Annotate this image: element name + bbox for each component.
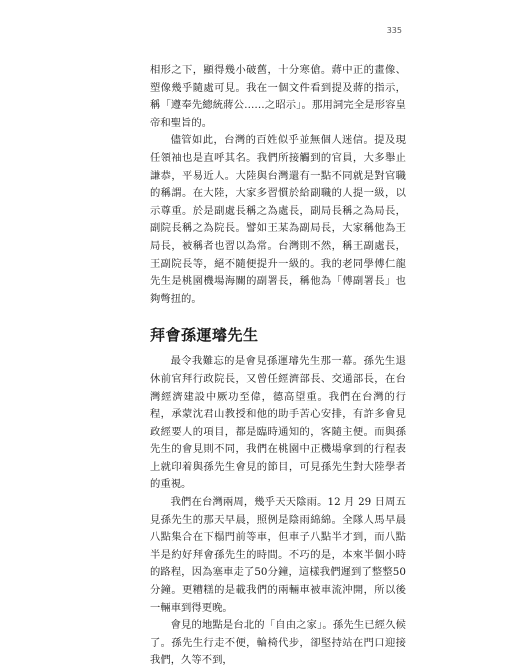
page-number: 335 [386,26,402,35]
paragraph: 最令我難忘的是會見孫運璿先生那一幕。孫先生退休前官拜行政院長，又曾任經濟部長、交通部長，在台灣經濟建設中厥功至偉，德高望重。我們在台灣的行程，承蒙沈君山教授和他的助手苦心安排，有許多會見政經要人的項目，都是臨時通知的，客隨主便。而與孫先生的會見則不同，我們在桃園中正機場拿到的行程表上就印着與孫先生會見的節目，可見孫先生對大陸學者的重視。 [150,355,406,491]
paragraph: 相形之下，顯得幾小破舊，十分寒傖。蔣中正的畫像、塑像幾乎隨處可見。我在一個文件看到提及蔣的指示，稱「遵奉先總統蔣公……之昭示」。那用詞完全是形容皇帝和聖旨的。 [150,64,406,129]
page-content [150,62,406,670]
paragraph: 我們在台灣兩周，幾乎天天陰雨。12 月 29 日周五見孫先生的那天早晨，照例是陰雨綿綿。全隊人馬早晨八點集合在下榻門前等車，但車子八點半才到，而八點半是約好拜會孫先生的時間。不巧的是，本來半個小時的路程，因為塞車走了50分鐘，這樣我們遲到了整整50分鐘。更糟糕的是載我們的兩輛車被車流沖開，所以後一輛車到得更晚。 [150,496,406,614]
paragraph: 會見的地點是台北的「自由之家」。孫先生已經久候了。孫先生行走不便，輪椅代步，卻堅持站在門口迎接我們，久等不到， [150,619,406,667]
paragraph: 儘管如此，台灣的百姓似乎並無個人迷信。提及現任領袖也是直呼其名。我們所接觸到的官員，大多舉止謙恭，平易近人。大陸與台灣還有一點不同就是對官職的稱謂。在大陸，大家多習慣於給副職的人提一級，以示尊重。於是副處長稱之為處長，副局長稱之為局長，副院長稱之為院長。譬如王某為副局長，大家稱他為王局長，被稱者也習以為常。台灣則不然，稱王副處長，王副院長等，絕不隨便提升一級的。我的老同學傅仁龍先生是桃園機場海關的副署長，稱他為「傅副署長」也夠彆扭的。 [150,134,406,305]
section-title: 拜會孫運璿先生 [150,326,259,345]
